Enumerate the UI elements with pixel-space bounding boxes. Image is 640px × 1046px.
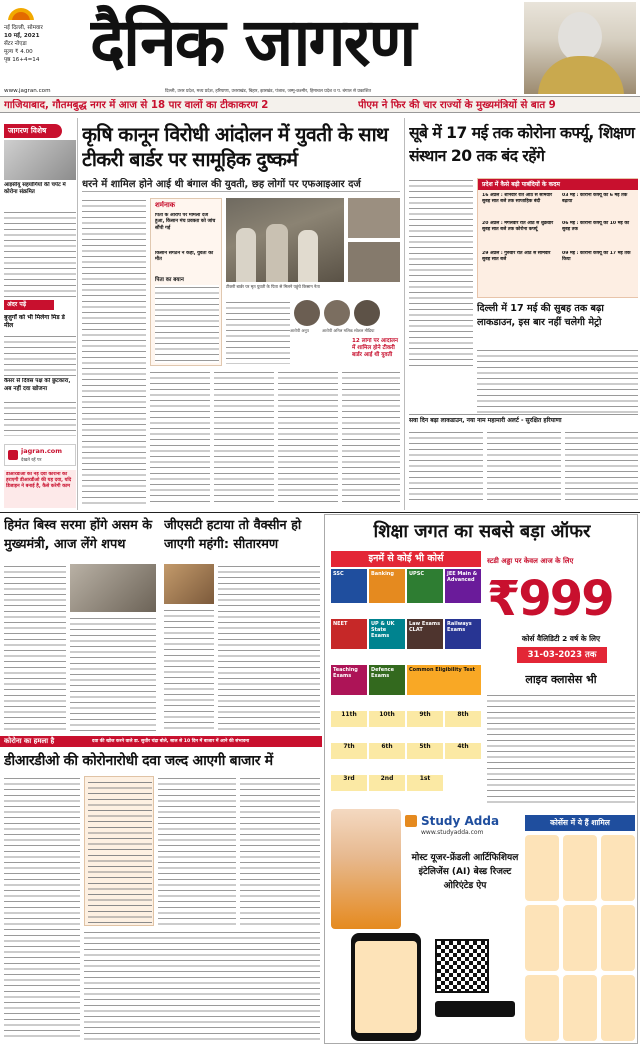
sitharaman-photo[interactable] <box>164 564 214 604</box>
gst-text <box>218 564 320 732</box>
course-jee[interactable]: JEE Main & Advanced <box>445 569 481 603</box>
edition: सेंटर नोएडा <box>4 41 27 47</box>
right-text-col2 <box>477 348 638 414</box>
curfew-item-6: 09 मई : कोरोना कर्फ्यू को 17 मई तक किया <box>562 251 631 262</box>
curfew-item-1: 16 अप्रैल : शनिवार रात आठ से सोमवार सुबह सात बजे तक साप्ताहिक बंदी <box>482 193 552 204</box>
story1-headline[interactable]: आइसीयू सहयोगियों की चपेट में कोरोना संक्रमित <box>4 182 66 195</box>
accused-photo-3[interactable] <box>354 300 380 326</box>
feature-3 <box>601 835 635 901</box>
corona-banner <box>0 736 322 747</box>
ad-validity: कोर्स वैलिडिटी 2 वर्ष के लिए <box>521 634 601 643</box>
feature-5 <box>563 905 597 971</box>
masthead <box>0 0 640 96</box>
sidebar <box>0 118 78 510</box>
gst-headline[interactable]: जीएसटी हटाया तो वैक्सीन हो जाएगी महंगी: सीतारमण <box>164 518 302 552</box>
banner-left: कोरोना का हमला है <box>4 737 55 745</box>
feature-4 <box>525 905 559 971</box>
ad-model <box>331 809 401 929</box>
section-label: अंदर पढ़ें <box>4 300 54 310</box>
lead-box-point-1: पिता के आरोप पर मामला दर्ज हुआ, किसान मंच प्रवक्ता को जांच सौंपी गई <box>155 213 216 231</box>
story2-text <box>4 334 76 376</box>
course-1st[interactable]: 1st <box>407 775 443 791</box>
story3-text <box>4 400 76 436</box>
course-law[interactable]: Law Exams CLAT <box>407 619 443 649</box>
ad-features-title: कोर्सेस में ये हैं शामिल <box>525 815 635 831</box>
lead-subhead: धरने में शामिल होने आई थी बंगाल की युवती, छह लोगों पर एफआइआर दर्ज <box>82 178 400 192</box>
accused-photo-1[interactable] <box>294 300 320 326</box>
drdo-text-1 <box>4 776 80 1040</box>
drdo-box-text <box>88 780 152 924</box>
ad-courses-title: इनमें से कोई भी कोर्स <box>331 551 481 567</box>
ad-brand-url: www.studyadda.com <box>421 829 484 836</box>
course-grid <box>331 569 481 805</box>
features-grid <box>525 835 635 1041</box>
editions: दिल्ली, उत्तर प्रदेश, मध्य प्रदेश, हरियाणा, उत्तराखंड, बिहार, झारखंड, पंजाब, जम्मू-कश्मीर, हिमाचल प्रदेश व प. बंगाल से प्रकाशित <box>165 89 372 94</box>
ad-brand: Study Adda <box>421 814 500 828</box>
jagran-ad-tag: देखते रहें पर <box>21 458 42 463</box>
drdo-box <box>84 776 154 926</box>
course-teaching[interactable]: Teaching Exams <box>331 665 367 695</box>
ticker-bar <box>0 96 640 113</box>
brief-headline[interactable]: सवा दिन बढ़ा लाकडाउन, नया नाम महामारी अलर्ट - सुरक्षित हरियाणा <box>409 414 638 428</box>
curfew-item-3: 29 अप्रैल : गुरुवार रात आठ से सोमवार सुबह सात बजे <box>482 251 551 262</box>
mid-section <box>0 514 322 1046</box>
feature-6 <box>601 905 635 971</box>
app-store-badges[interactable] <box>435 1001 515 1017</box>
curfew-box <box>477 178 638 298</box>
drdo-text-2 <box>158 776 236 926</box>
page-count: पृष्ठ 16+4=14 <box>4 57 40 63</box>
accused-caption-3: सोशल मीडिया <box>354 328 375 333</box>
course-up-uk[interactable]: UP & UK State Exams <box>369 619 405 649</box>
hospital-photo <box>4 140 76 180</box>
study-adda-logo-icon <box>405 815 417 827</box>
right-text-col1 <box>409 178 473 368</box>
course-5th[interactable]: 5th <box>407 743 443 759</box>
accused-photo-2[interactable] <box>324 300 350 326</box>
jagran-ad[interactable] <box>4 444 76 466</box>
accused-caption-1: आरोपी अनूप <box>290 328 309 333</box>
course-defence[interactable]: Defence Exams <box>369 665 405 695</box>
assam-photo[interactable] <box>70 564 156 612</box>
course-upsc[interactable]: UPSC <box>407 569 443 603</box>
logo-sun-icon <box>8 6 34 20</box>
curfew-item-4: 03 मई : कोरोना कर्फ्यू को 6 मई तक बढ़ाया <box>562 193 628 204</box>
study-adda-ad[interactable] <box>324 514 638 1044</box>
lead-photo-caption: टीकरी बार्डर पर मृत युवती के पिता से मिलने पहुंचे किसान नेता <box>226 284 320 289</box>
jagran-logo-icon <box>8 450 18 460</box>
pm-photo <box>524 2 636 94</box>
date: 10 मई, 2021 <box>4 33 40 39</box>
promo-text: डीआरडीओ की नई दवा कोरोना को हराएगी डीआरडीओ की यह दवा, यदि डिजाइन ने बनाई है, कैसे करेगी काम <box>6 472 72 490</box>
ad-brand-box[interactable] <box>405 811 515 845</box>
course-3rd[interactable]: 3rd <box>331 775 367 791</box>
feature-2 <box>563 835 597 901</box>
lead-box-text <box>155 285 219 363</box>
drdo-text-4 <box>84 930 320 1040</box>
ticker-left: गाजियाबाद, गौतमबुद्ध नगर में आज से 18 पार वालों का टीकाकरण 2 <box>4 100 269 111</box>
feature-8 <box>563 975 597 1041</box>
drdo-text-3 <box>240 776 320 926</box>
lead-text-col1 <box>82 198 146 506</box>
course-9th[interactable]: 9th <box>407 711 443 727</box>
story1-text <box>4 210 76 298</box>
qr-code[interactable] <box>435 939 489 993</box>
sidebar-header: जागरण विशेष <box>4 124 62 138</box>
right-headline[interactable]: सूबे में 17 मई तक कोरोना कर्फ्यू, शिक्षण संस्थान 20 तक बंद रहेंगे <box>409 124 635 165</box>
course-4th[interactable]: 4th <box>445 743 481 759</box>
curfew-item-5: 06 मई : कोरोना कर्फ्यू को 10 मई की सुबह तक <box>562 221 630 232</box>
lead-side-photos <box>348 198 400 282</box>
course-cet[interactable]: Common Eligibility Test <box>407 665 481 695</box>
assam-text <box>4 564 66 732</box>
feature-7 <box>525 975 559 1041</box>
divider <box>0 512 640 513</box>
right-headline-2[interactable]: दिल्ली में 17 मई की सुबह तक बढ़ा लाकडाउन, इस बार नहीं चलेगी मेट्रो <box>477 303 604 328</box>
ad-features-text <box>487 693 635 805</box>
lead-text-col2 <box>226 300 290 364</box>
price: मूल्य ₹ 4.00 <box>4 49 33 55</box>
course-ssc[interactable]: SSC <box>331 569 367 603</box>
feature-9 <box>601 975 635 1041</box>
accused-caption-2: आरोपी अनिल मलिक <box>322 328 353 333</box>
assam-text-2 <box>70 616 156 732</box>
course-banking[interactable]: Banking <box>369 569 405 603</box>
feature-1 <box>525 835 559 901</box>
course-6th[interactable]: 6th <box>369 743 405 759</box>
lead-headline[interactable]: कृषि कानून विरोधी आंदोलन में युवती के साथ टीकरी बार्डर पर सामूहिक दुष्कर्म <box>82 123 388 171</box>
story2-headline[interactable]: बुजुर्गों को भी मिलेगा मिड डे मील <box>4 314 65 329</box>
course-neet[interactable]: NEET <box>331 619 367 649</box>
lead-text-bottom <box>150 370 400 506</box>
curfew-item-2: 20 अप्रैल : मंगलवार रात आठ से शुक्रवार सुबह सात बजे तक कोरोना कर्फ्यू <box>482 221 554 232</box>
ad-price: ₹999 <box>487 571 613 627</box>
drdo-headline[interactable]: डीआरडीओ की कोरोनारोधी दवा जल्द आएगी बाजार में <box>4 753 273 769</box>
banner-right: दवा की खोज करने वाले डा. सुधीर चंद्रा बोले, साल से 10 दिन में बाजार में आने की संभावना <box>92 739 250 744</box>
dateline <box>4 24 82 90</box>
promo-box[interactable] <box>4 470 76 508</box>
side-caption: 12 लोगों पर आंदोलन में शामिल होने टीकरी बार्डर आई थी युवती <box>352 338 398 358</box>
course-10th[interactable]: 10th <box>369 711 405 727</box>
brief-text <box>409 430 638 504</box>
lead-box <box>150 198 222 366</box>
date-weekday: नई दिल्ली, सोमवार <box>4 25 43 31</box>
course-11th[interactable]: 11th <box>331 711 367 727</box>
lead-story <box>82 118 400 510</box>
curfew-box-title: प्रदेश में कैसे बढ़ी पाबंदियों के कदम <box>478 179 638 190</box>
ad-ai-title: मोस्ट यूजर-फ्रेंडली आर्टिफिशियल इंटेलिजेंस (AI) बेस्ड रिजल्ट ओरिएंटेड ऐप <box>411 853 519 891</box>
newspaper-title: दैनिक जागरण <box>90 3 415 81</box>
ad-live: लाइव क्लासेस भी <box>525 673 597 686</box>
side-photo-2[interactable] <box>348 242 400 282</box>
ticker-right: पीएम ने फिर की चार राज्यों के मुख्यमंत्रियों से बात 9 <box>358 100 556 111</box>
course-7th[interactable]: 7th <box>331 743 367 759</box>
story3-headline[interactable]: कैंसर से दिवस पक्ष को छुटकारा, अब नहीं दवा खोजना <box>4 378 71 392</box>
ad-date: 31-03-2023 तक <box>517 647 607 663</box>
ad-title: शिक्षा जगत का सबसे बड़ा ऑफर <box>373 521 591 542</box>
side-photo-1[interactable] <box>348 198 400 238</box>
assam-headline[interactable]: हिमंत बिस्व सरमा होंगे असम के मुख्यमंत्री, आज लेंगे शपथ <box>4 518 153 552</box>
right-lead <box>404 118 638 510</box>
course-railways[interactable]: Railways Exams <box>445 619 481 649</box>
lead-box-title: शर्मनाक <box>155 201 176 209</box>
lead-photo[interactable] <box>226 198 344 282</box>
website[interactable]: www.jagran.com <box>4 88 51 94</box>
course-2nd[interactable]: 2nd <box>369 775 405 791</box>
gst-text-2 <box>164 608 214 732</box>
course-8th[interactable]: 8th <box>445 711 481 727</box>
phone-mockup <box>351 933 421 1041</box>
lead-box-point-2: किसान संगठन ने कहा, युवती की मौत <box>155 251 214 263</box>
ad-price-label: स्टडी अड्डा पर केवल आज के लिए <box>487 557 574 565</box>
lead-box-title-2: पिता का बयान <box>155 277 184 283</box>
jagran-ad-url: jagran.com <box>21 447 63 455</box>
